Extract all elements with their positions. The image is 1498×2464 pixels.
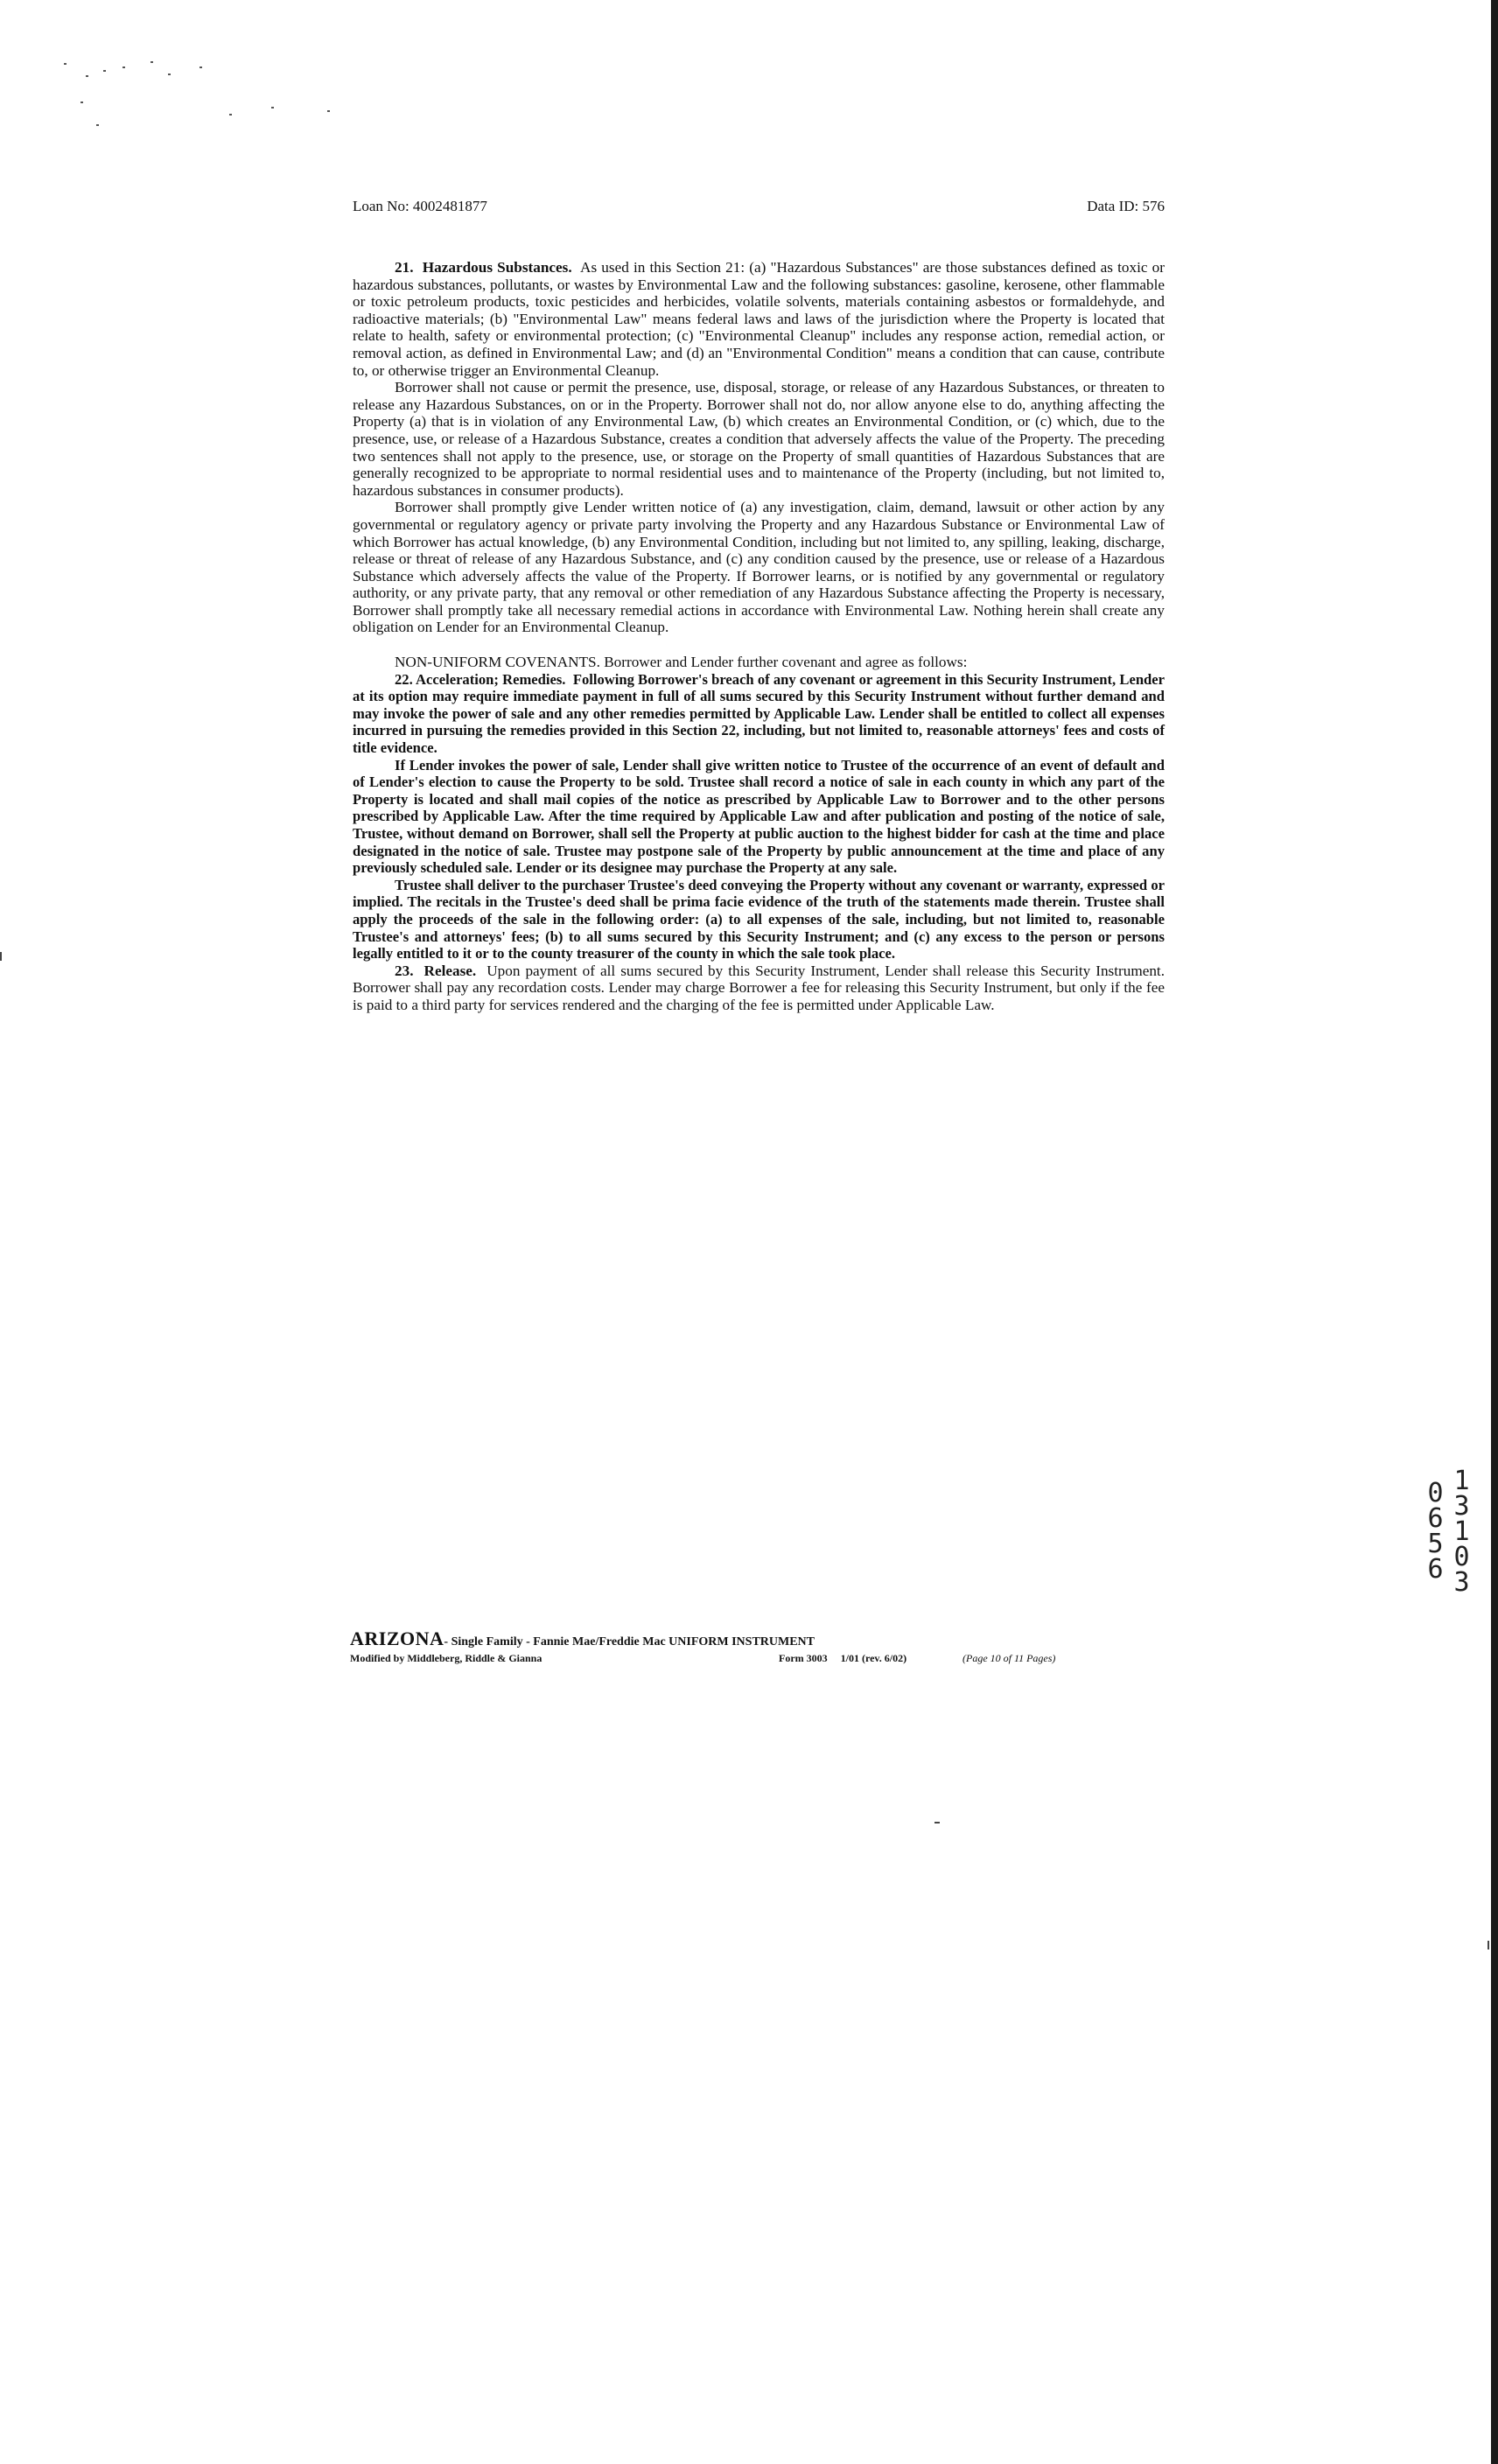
section-23-paragraph bbox=[353, 962, 1165, 1014]
scan-artifact bbox=[200, 66, 202, 68]
footer-state: ARIZONA bbox=[350, 1628, 444, 1649]
scan-artifact bbox=[86, 75, 88, 77]
scan-artifact bbox=[168, 74, 171, 75]
section-21-text-1: As used in this Section 21: (a) "Hazardous Substances" are those substances defined as toxic or hazardous substances, pollutants, or wastes by Environmental Law and the following substances: gasoline, kerosene, other flammable or toxic petroleum products, toxic pesticides and herbicides, volatile solvents, materials containing asbestos or formaldehyde, and radioactive materials; (b) "Environmental Law" means federal laws and laws of the jurisdiction where the Property is located that relate to health, safety or environmental protection; (c) "Environmental Cleanup" includes any response action, remedial action, or removal action, as defined in Environmental Law; and (d) an "Environmental Condition" means a condition that can cause, contribute to, or otherwise trigger an Environmental Cleanup. bbox=[353, 259, 1165, 379]
scan-artifact bbox=[150, 61, 153, 63]
section-21-paragraph-3: Borrower shall promptly give Lender written notice of (a) any investigation, claim, demand, lawsuit or other action by any governmental or regulatory agency or private party involving the Property and any Hazardous Substance or Environmental Law of which Borrower has actual knowledge, (b) any Environmental Condition, including but not limited to, any spilling, leaking, discharge, release or threat of release of any Hazardous Substance, and (c) any condition caused by the presence, use or release of a Hazardous Substance which adversely affects the value of the Property. If Borrower learns, or is notified by any governmental or regulatory authority, or any private party, that any removal or other remediation of any Hazardous Substance affecting the Property is necessary, Borrower shall promptly take all necessary remedial actions in accordance with Environmental Law. Nothing herein shall create any obligation on Lender for an Environmental Cleanup. bbox=[353, 499, 1165, 636]
section-22-paragraph-1 bbox=[353, 671, 1165, 757]
footer-instrument-name: - Single Family - Fannie Mae/Freddie Mac UNIFORM INSTRUMENT bbox=[444, 1635, 816, 1648]
footer-form-number: Form 3003 1/01 (rev. 6/02) bbox=[779, 1652, 907, 1664]
scan-artifact bbox=[0, 952, 2, 961]
recording-stamp bbox=[1420, 1410, 1477, 1647]
section-23-number: 23. bbox=[395, 962, 414, 979]
scan-artifact bbox=[96, 124, 99, 126]
scan-artifact bbox=[229, 114, 232, 116]
section-22-text-1: Following Borrower's breach of any covenant or agreement in this Security Instrument, Lender at its option may require immediate payment in full of all sums secured by this Security Instrument without further demand and may invoke the power of sale and any other remedies permitted by Applicable Law. Lender shall be entitled to collect all expenses incurred in pursuing the remedies provided in this Section 22, including, but not limited to, reasonable attorneys' fees and costs of title evidence. bbox=[353, 670, 1166, 757]
section-21-paragraph-2: Borrower shall not cause or permit the presence, use, disposal, storage, or release of any Hazardous Substances, or threaten to release any Hazardous Substances, on or in the Property. Borrower shall not do, nor allow anyone else to do, anything affecting the Property (a) that is in violation of any Environmental Law, (b) which creates an Environmental Condition, or (c) which, due to the presence, use, or release of a Hazardous Substance, creates a condition that adversely affects the value of the Property. The preceding two sentences shall not apply to the presence, use, or storage on the Property of small quantities of Hazardous Substances that are generally recognized to be appropriate to normal residential uses and to maintenance of the Property (including, but not limited to, hazardous substances in consumer products). bbox=[353, 379, 1165, 499]
section-22-number: 22. bbox=[395, 670, 413, 688]
section-22-paragraph-3: Trustee shall deliver to the purchaser Trustee's deed conveying the Property without any covenant or warranty, expressed or implied. The recitals in the Trustee's deed shall be prima facie evidence of the truth of the statements made therein. Trustee shall apply the proceeds of the sale in the following order: (a) to all expenses of the sale, including, but not limited to, reasonable Trustee's and attorneys' fees; (b) to all sums secured by this Security Instrument; and (c) any excess to the person or persons legally entitled to it or to the county treasurer of the county in which the sale took place. bbox=[353, 876, 1165, 962]
loan-number: Loan No: 4002481877 bbox=[353, 198, 487, 214]
section-22-title: Acceleration; Remedies. bbox=[416, 670, 566, 688]
document-body bbox=[353, 259, 1165, 1014]
section-21-paragraph-1 bbox=[353, 259, 1165, 379]
scan-artifact bbox=[934, 1822, 940, 1824]
scan-artifact bbox=[80, 102, 83, 103]
section-22-paragraph-2: If Lender invokes the power of sale, Lender shall give written notice to Trustee of the occurrence of an event of default and of Lender's election to cause the Property to be sold. Trustee shall record a notice of sale in each county in which any part of the Property is located and shall mail copies of the notice as prescribed by Applicable Law to Borrower and to the other persons prescribed by Applicable Law. After the time required by Applicable Law and after publication and posting of the notice of sale, Trustee, without demand on Borrower, shall sell the Property at public auction to the highest bidder for cash at the time and place designated in the notice of sale. Trustee may postpone sale of the Property by public announcement at the time and place of any previously scheduled sale. Lender or its designee may purchase the Property at any sale. bbox=[353, 756, 1165, 877]
scan-artifact bbox=[327, 110, 330, 112]
scan-artifact bbox=[64, 63, 66, 65]
scan-artifact bbox=[271, 107, 274, 108]
footer-form-details bbox=[350, 1652, 1168, 1666]
recording-stamp-number: 13103 0656 bbox=[1420, 1465, 1477, 1592]
document-footer bbox=[350, 1628, 1168, 1666]
non-uniform-covenants: NON-UNIFORM COVENANTS. Borrower and Lender further covenant and agree as follows: bbox=[395, 654, 968, 671]
section-23-text: Upon payment of all sums secured by this Security Instrument, Lender shall release this Security Instrument. Borrower shall pay any recordation costs. Lender may charge Borrower a fee for releasing this Security Instrument, but only if the fee is paid to a third party for services rendered and the charging of the fee is permitted under Applicable Law. bbox=[353, 962, 1166, 1013]
page-right-border bbox=[1491, 0, 1498, 2464]
footer-form-title bbox=[350, 1628, 1168, 1650]
scan-artifact bbox=[103, 70, 106, 72]
data-id: Data ID: 576 bbox=[1087, 198, 1165, 214]
scan-artifact bbox=[122, 66, 125, 68]
section-23-title: Release. bbox=[424, 962, 477, 979]
section-21-number: 21. bbox=[395, 259, 414, 276]
section-21-title: Hazardous Substances. bbox=[422, 259, 572, 276]
footer-page-number: (Page 10 of 11 Pages) bbox=[962, 1652, 1056, 1664]
footer-modified-by: Modified by Middleberg, Riddle & Gianna bbox=[350, 1652, 542, 1664]
scan-artifact bbox=[1488, 1941, 1489, 1950]
